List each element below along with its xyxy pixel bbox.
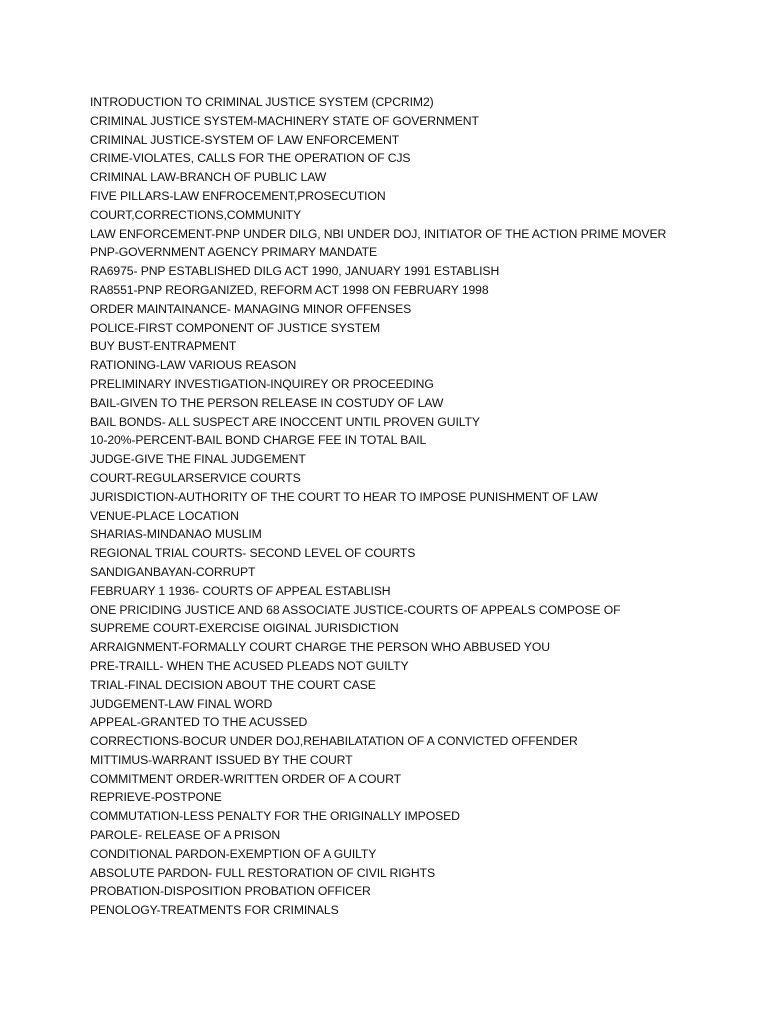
text-line: FIVE PILLARS-LAW ENFROCEMENT,PROSECUTION — [90, 188, 386, 203]
text-line: ONE PRICIDING JUSTICE AND 68 ASSOCIATE JUSTICE-COURTS OF APPEALS COMPOSE OF — [90, 602, 621, 617]
text-line: COURT-REGULARSERVICE COURTS — [90, 470, 301, 485]
text-line: SHARIAS-MINDANAO MUSLIM — [90, 527, 262, 542]
text-line: VENUE-PLACE LOCATION — [90, 508, 239, 523]
text-line: ABSOLUTE PARDON- FULL RESTORATION OF CIVIL RIGHTS — [90, 865, 435, 880]
text-line: CORRECTIONS-BOCUR UNDER DOJ,REHABILATATION OF A CONVICTED OFFENDER — [90, 734, 578, 749]
text-line: BAIL BONDS- ALL SUSPECT ARE INOCCENT UNTIL PROVEN GUILTY — [90, 414, 480, 429]
text-line: REGIONAL TRIAL COURTS- SECOND LEVEL OF COURTS — [90, 546, 416, 561]
text-line: RATIONING-LAW VARIOUS REASON — [90, 358, 297, 373]
text-line: INTRODUCTION TO CRIMINAL JUSTICE SYSTEM (CPCRIM2) — [90, 95, 434, 109]
text-line: JUDGE-GIVE THE FINAL JUDGEMENT — [90, 452, 306, 467]
text-line: PRE-TRAILL- WHEN THE ACUSED PLEADS NOT GUILTY — [90, 658, 409, 673]
text-line: SANDIGANBAYAN-CORRUPT — [90, 564, 256, 579]
text-line: REPRIEVE-POSTPONE — [90, 790, 222, 805]
text-line: CRIMINAL JUSTICE SYSTEM-MACHINERY STATE OF GOVERNMENT — [90, 113, 479, 128]
text-line: CRIMINAL LAW-BRANCH OF PUBLIC LAW — [90, 170, 327, 185]
text-line: TRIAL-FINAL DECISION ABOUT THE COURT CASE — [90, 677, 376, 692]
text-line: COURT,CORRECTIONS,COMMUNITY — [90, 207, 302, 222]
text-line: LAW ENFORCEMENT-PNP UNDER DILG, NBI UNDER DOJ, INITIATOR OF THE ACTION PRIME MOVER — [90, 226, 667, 241]
text-line: POLICE-FIRST COMPONENT OF JUSTICE SYSTEM — [90, 320, 381, 335]
text-line: BAIL-GIVEN TO THE PERSON RELEASE IN COSTUDY OF LAW — [90, 395, 444, 410]
text-line: JUDGEMENT-LAW FINAL WORD — [90, 696, 273, 711]
text-line: BUY BUST-ENTRAPMENT — [90, 339, 237, 354]
text-line: PENOLOGY-TREATMENTS FOR CRIMINALS — [90, 903, 339, 918]
text-line: SUPREME COURT-EXERCISE OIGINAL JURISDICTION — [90, 621, 399, 636]
text-line: FEBRUARY 1 1936- COURTS OF APPEAL ESTABLISH — [90, 583, 391, 598]
document-text-lines — [90, 93, 750, 920]
text-line: ARRAIGNMENT-FORMALLY COURT CHARGE THE PERSON WHO ABBUSED YOU — [90, 640, 550, 655]
text-line: COMMUTATION-LESS PENALTY FOR THE ORIGINALLY IMPOSED — [90, 809, 460, 824]
text-line: PRELIMINARY INVESTIGATION-INQUIREY OR PROCEEDING — [90, 376, 434, 391]
text-line: APPEAL-GRANTED TO THE ACUSSED — [90, 715, 308, 730]
text-line: CRIME-VIOLATES, CALLS FOR THE OPERATION OF CJS — [90, 151, 411, 166]
text-line: 10-20%-PERCENT-BAIL BOND CHARGE FEE IN TOTAL BAIL — [90, 433, 427, 448]
text-line: PNP-GOVERNMENT AGENCY PRIMARY MANDATE — [90, 245, 378, 260]
text-line: RA6975- PNP ESTABLISHED DILG ACT 1990, JANUARY 1991 ESTABLISH — [90, 264, 500, 279]
text-line: CONDITIONAL PARDON-EXEMPTION OF A GUILTY — [90, 846, 377, 861]
text-line: CRIMINAL JUSTICE-SYSTEM OF LAW ENFORCEMENT — [90, 132, 400, 147]
text-line: PAROLE- RELEASE OF A PRISON — [90, 828, 281, 843]
text-line: COMMITMENT ORDER-WRITTEN ORDER OF A COURT — [90, 771, 401, 786]
text-line: MITTIMUS-WARRANT ISSUED BY THE COURT — [90, 752, 353, 767]
text-line: RA8551-PNP REORGANIZED, REFORM ACT 1998 ON FEBRUARY 1998 — [90, 282, 489, 297]
text-line: PROBATION-DISPOSITION PROBATION OFFICER — [90, 884, 371, 899]
text-line: ORDER MAINTAINANCE- MANAGING MINOR OFFENSES — [90, 301, 412, 316]
text-line: JURISDICTION-AUTHORITY OF THE COURT TO HEAR TO IMPOSE PUNISHMENT OF LAW — [90, 489, 598, 504]
